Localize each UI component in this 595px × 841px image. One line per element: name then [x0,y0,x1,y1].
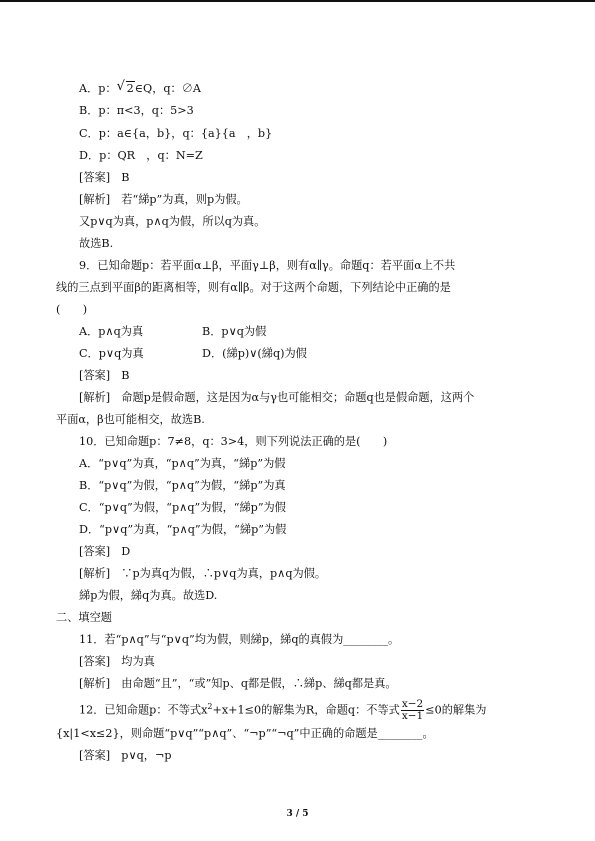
top-border [0,0,595,2]
q12-fraction-denominator: x−1 [401,710,424,722]
q8-analysis-line-1: [解析] 若“綈p”为真，则p为假。 [79,193,248,206]
q12-stem-middle: +x+1≤0的解集为R，命题q：不等式 [212,703,400,717]
q8-option-d: D．p：QR ，q：N=Z [79,149,203,162]
q8-option-b: B．p：π<3，q：5>3 [79,104,194,117]
section-title-fill-in: 二、填空题 [56,611,112,624]
q10-analysis-line-2: 綈p为假，綈q为真。故选D. [79,589,218,602]
q10-stem: 10．已知命题p：7≠8，q：3>4，则下列说法正确的是( ) [79,435,388,448]
q12-stem-prefix: 12．已知命题p：不等式x [79,703,208,717]
q8-option-a-prefix: A．p： [79,82,117,95]
q8-option-c: C．p：a∈{a，b}，q：{a}{a ，b} [79,127,273,140]
q8-option-a [79,79,202,96]
q12-stem-suffix: ≤0的解集为 [425,703,487,717]
q10-analysis-line-1: [解析] ∵p为真q为假，∴p∨q为真，p∧q为假。 [79,567,327,580]
q12-stem-line-2: {x|1<x≤2}，则命题“p∨q”“p∧q”、“¬p”“¬q”中正确的命题是________。 [56,727,434,740]
q12-fraction-numerator: x−2 [401,698,424,710]
q12-exponent: 2 [207,701,213,711]
q8-analysis-line-3: 故选B. [79,237,114,250]
q9-options-row-1 [79,325,267,339]
q12-fraction [401,699,424,722]
q11-analysis: [解析] 由命题“且”，“或”知p、q都是假，∴綈p、綈q都是真。 [79,677,397,690]
q9-option-b: B．p∨q为假 [202,325,267,338]
q11-stem: 11．若“p∧q”与“p∨q”均为假，则綈p，綈q的真假为________。 [79,633,400,646]
q9-option-c: C．p∨q为真 [79,347,144,360]
q8-option-a-suffix: ∈Q，q：∅A [134,82,202,95]
sqrt-symbol: √ 2 [116,79,134,95]
q12-answer: [答案] p∨q，¬p [79,749,172,762]
q10-option-a: A．“p∨q”为真，“p∧q”为真，“綈p”为假 [79,457,286,470]
q9-option-a: A．p∧q为真 [79,325,144,338]
q11-answer: [答案] 均为真 [79,655,155,668]
q8-answer: [答案] B [79,171,130,184]
q8-analysis-line-2: 又p∨q为真，p∧q为假，所以q为真。 [79,215,266,228]
q10-option-c: C．“p∨q”为假，“p∧q”为假，“綈p”为假 [79,501,286,514]
q9-analysis-line-2: 平面α，β也可能相交，故选B. [56,413,205,426]
q9-stem-line-3: ( ) [56,303,88,316]
q9-option-d: D．(綈p)∨(綈q)为假 [202,347,307,360]
q12-stem-line-1 [79,699,486,722]
q9-options-row-2 [79,347,307,361]
q9-stem-line-1: 9．已知命题p：若平面α⊥β，平面γ⊥β，则有α∥γ。命题q：若平面α上不共 [79,259,456,272]
q9-answer: [答案] B [79,369,130,382]
q9-stem-line-2: 线的三点到平面β的距离相等，则有α∥β。对于这两个命题，下列结论中正确的是 [56,281,451,294]
q9-analysis-line-1: [解析] 命题p是假命题，这是因为α与γ也可能相交；命题q也是假命题，这两个 [79,391,475,404]
q10-answer: [答案] D [79,545,131,558]
sqrt-radicand: 2 [126,82,134,95]
q10-option-d: D．“p∨q”为真，“p∧q”为假，“綈p”为假 [79,523,287,536]
page-number: 3 / 5 [286,809,309,819]
q10-option-b: B．“p∨q”为假，“p∧q”为假，“綈p”为真 [79,479,286,492]
